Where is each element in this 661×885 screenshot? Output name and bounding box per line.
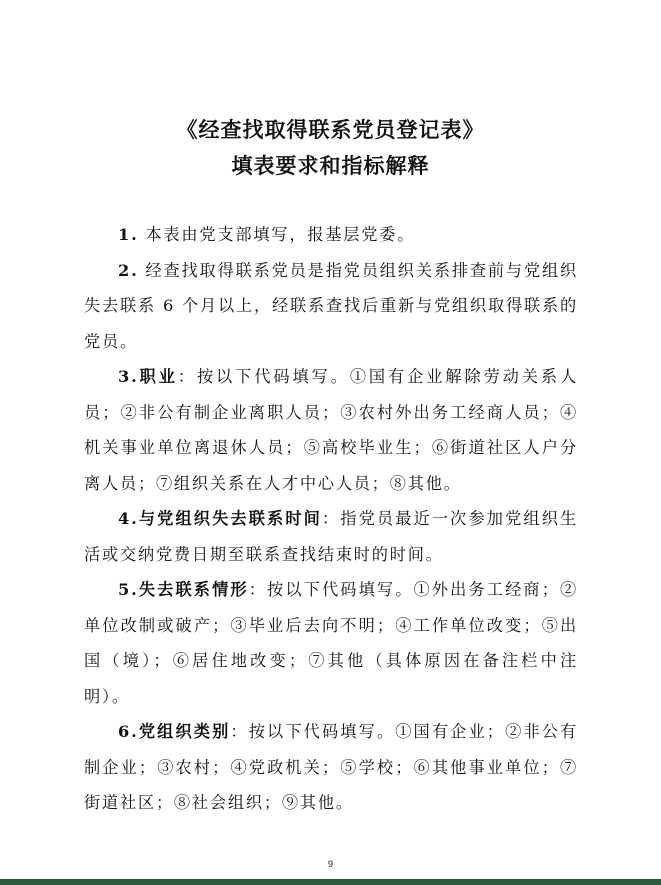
paragraph-3-text: ：按以下代码填写。①国有企业解除劳动关系人员；②非公有制企业离职人员；③农村外出务工经商人员；④机关事业单位离退休人员；⑤高校毕业生；⑥街道社区人户分离人员；⑦组织关系在人才中心人员；⑧其他。 [84, 367, 578, 493]
paragraph-3 [84, 359, 578, 501]
paragraph-5 [84, 572, 578, 714]
paragraph-1-text: 本表由党支部填写，报基层党委。 [138, 225, 416, 244]
paragraph-1-heading: 1. [118, 225, 139, 244]
paragraph-5-heading: 5.失去联系情形 [118, 580, 249, 599]
paragraph-2-text: 经查找取得联系党员是指党员组织关系排查前与党组织失去联系 6 个月以上，经联系查找后重新与党组织取得联系的党员。 [84, 260, 578, 351]
paragraph-3-heading: 3.职业 [118, 367, 178, 386]
footer-bar [0, 879, 661, 885]
paragraph-2 [84, 253, 578, 360]
paragraph-4-heading: 4.与党组织失去联系时间 [118, 509, 322, 528]
document-body [84, 217, 578, 821]
paragraph-6-text: ：按以下代码填写。①国有企业；②非公有制企业；③农村；④党政机关；⑤学校；⑥其他事业单位；⑦街道社区；⑧社会组织；⑨其他。 [84, 722, 578, 812]
paragraph-4 [84, 501, 578, 572]
document-title: 《经查找取得联系党员登记表》 [176, 117, 485, 142]
document-subtitle: 填表要求和指标解释 [231, 153, 430, 178]
paragraph-2-heading: 2. [118, 260, 139, 280]
page-number: 9 [327, 859, 333, 869]
paragraph-1 [84, 217, 578, 253]
paragraph-4-text: ：指党员最近一次参加党组织生活或交纳党费日期至联系查找结束时的时间。 [84, 509, 579, 564]
paragraph-5-text: ：按以下代码填写。①外出务工经商；②单位改制或破产；③毕业后去向不明；④工作单位改变；⑤出国（境）；⑥居住地改变；⑦其他（具体原因在备注栏中注明）。 [84, 580, 578, 706]
paragraph-6-heading: 6.党组织类别 [118, 722, 231, 741]
paragraph-6 [84, 714, 578, 821]
